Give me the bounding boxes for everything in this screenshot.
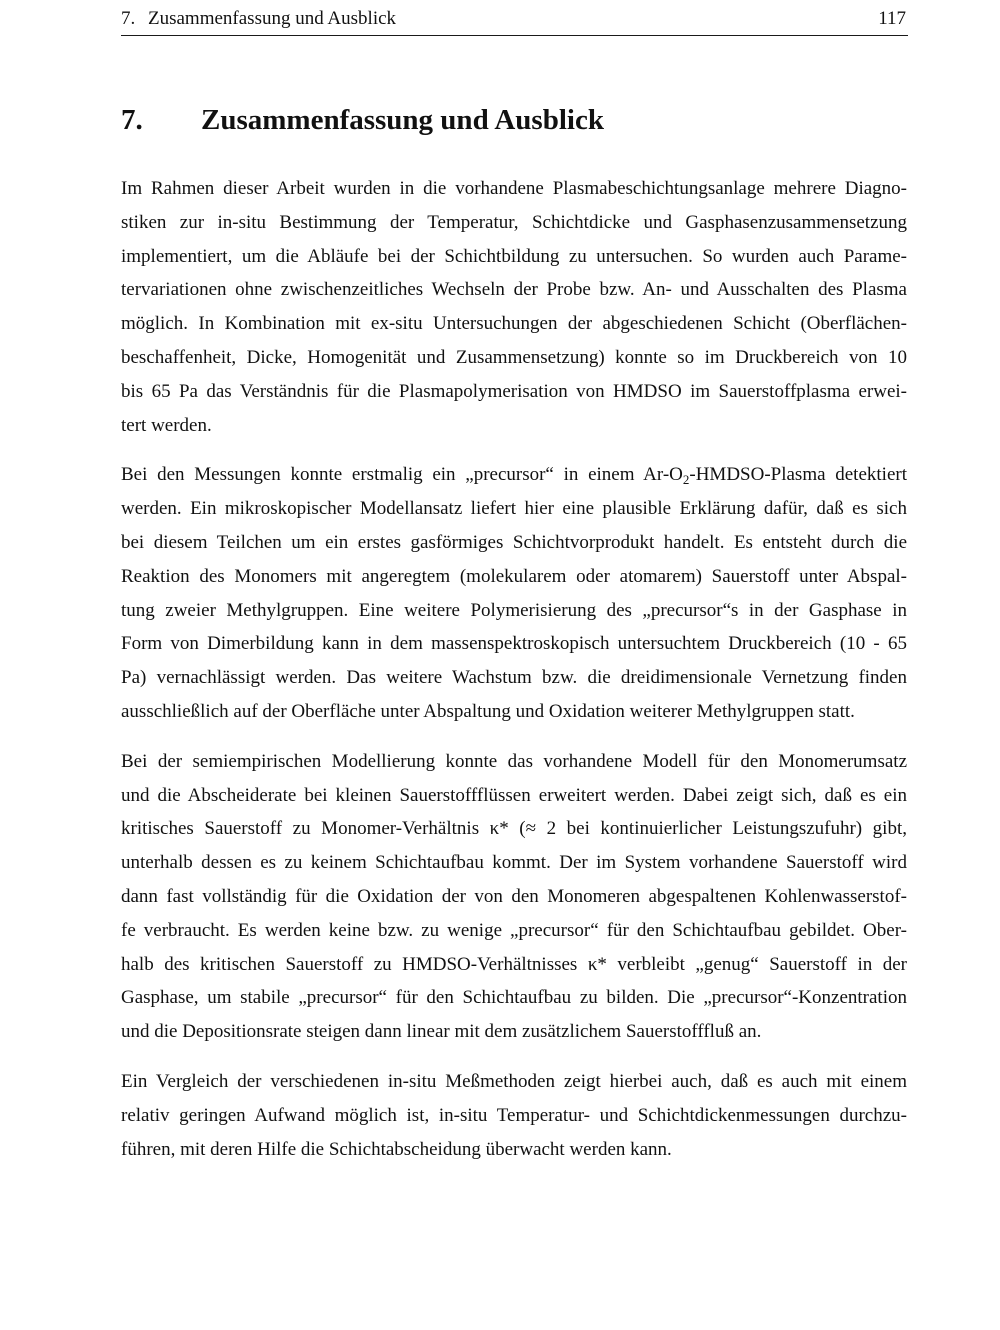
text-line: halb des kritischen Sauerstoff zu HMDSO-Verhältnisses κ* verbleibt „genug“ Sauerstoff in der [121, 953, 907, 975]
chapter-heading [121, 100, 604, 140]
text-line: Reaktion des Monomers mit angeregtem (molekularem oder atomarem) Sauerstoff unter Abspal- [121, 565, 907, 587]
text-line: bis 65 Pa das Verständnis für die Plasmapolymerisation von HMDSO im Sauerstoffplasma erwei- [121, 380, 907, 402]
text-line: relativ geringen Aufwand möglich ist, in-situ Temperatur- und Schichtdickenmessungen durchzu- [121, 1104, 907, 1126]
text-line: tung zweier Methylgruppen. Eine weitere Polymerisierung des „precursor“s in der Gasphase in [121, 599, 907, 621]
running-header-chapter-title: Zusammenfassung und Ausblick [148, 8, 397, 29]
paragraph-4 [121, 1065, 907, 1166]
chapter-number: 7. [121, 104, 143, 136]
text-line: möglich. In Kombination mit ex-situ Untersuchungen der abgeschiedenen Schicht (Oberflächen- [121, 313, 907, 335]
text-line: Gasphase, um stabile „precursor“ für den Schichtaufbau zu bilden. Die „precursor“-Konzentration [121, 987, 907, 1009]
text-line: fe verbraucht. Es werden keine bzw. zu wenige „precursor“ für den Schichtaufbau gebildet. Ober- [121, 919, 907, 941]
text-fragment: -HMDSO-Plasma detektiert [689, 464, 907, 486]
text-line: tervariationen ohne zwischenzeitliches Wechseln der Probe bzw. An- und Ausschalten des Plasma [121, 279, 907, 301]
text-line: Bei der semiempirischen Modellierung konnte das vorhandene Modell für den Monomerumsatz [121, 750, 907, 772]
text-line: kritisches Sauerstoff zu Monomer-Verhältnis κ* (≈ 2 bei kontinuierlicher Leistungszufuhr) gibt, [121, 818, 907, 840]
text-line: beschaffenheit, Dicke, Homogenität und Zusammensetzung) konnte so im Druckbereich von 10 [121, 346, 907, 368]
text-line: führen, mit deren Hilfe die Schichtabscheidung überwacht werden kann. [121, 1138, 672, 1160]
text-line: und die Abscheiderate bei kleinen Sauerstoffflüssen erweitert werden. Dabei zeigt sich, daß es ein [121, 784, 907, 806]
paragraph-2 [121, 458, 907, 728]
running-header-title [121, 5, 396, 33]
running-header [121, 4, 908, 36]
text-line: bei diesem Teilchen um ein erstes gasförmiges Schichtvorprodukt handelt. Es entsteht durch die [121, 531, 907, 553]
text-line: Form von Dimerbildung kann in dem massenspektroskopisch untersuchtem Druckbereich (10 - 65 [121, 633, 907, 655]
text-line: dann fast vollständig für die Oxidation der von den Monomeren abgespaltenen Kohlenwasserstof- [121, 885, 907, 907]
running-header-chapter-number: 7. [121, 8, 136, 29]
subscript: 2 [682, 472, 690, 488]
text-line: tert werden. [121, 414, 212, 436]
text-line: ausschließlich auf der Oberfläche unter Abspaltung und Oxidation weiterer Methylgruppen statt. [121, 700, 855, 722]
text-line: und die Depositionsrate steigen dann linear mit dem zusätzlichem Sauerstofffluß an. [121, 1021, 762, 1043]
text-line: Pa) vernachlässigt werden. Das weitere Wachstum bzw. die dreidimensionale Vernetzung finden [121, 667, 907, 689]
text-line-with-subscript [121, 458, 907, 492]
paragraph-1 [121, 172, 907, 442]
paragraph-3 [121, 745, 907, 1049]
text-fragment: Bei den Messungen konnte erstmalig ein „precursor“ in einem Ar-O [121, 464, 683, 486]
text-line: Im Rahmen dieser Arbeit wurden in die vorhandene Plasmabeschichtungsanlage mehrere Diagno- [121, 178, 907, 199]
text-line: implementiert, um die Abläufe bei der Schichtbildung zu untersuchen. So wurden auch Parame- [121, 245, 907, 267]
text-line: werden. Ein mikroskopischer Modellansatz liefert hier eine plausible Erklärung dafür, daß es sich [121, 498, 907, 520]
text-line: stiken zur in-situ Bestimmung der Temperatur, Schichtdicke und Gasphasenzusammensetzung [121, 211, 907, 233]
text-line: unterhalb dessen es zu keinem Schichtaufbau kommt. Der im System vorhandene Sauerstoff wird [121, 852, 907, 874]
chapter-title: Zusammenfassung und Ausblick [201, 104, 604, 136]
text-line: Ein Vergleich der verschiedenen in-situ Meßmethoden zeigt hierbei auch, daß es auch mit einem [121, 1070, 907, 1092]
body-text [121, 172, 907, 1182]
page-number: 117 [878, 8, 906, 29]
